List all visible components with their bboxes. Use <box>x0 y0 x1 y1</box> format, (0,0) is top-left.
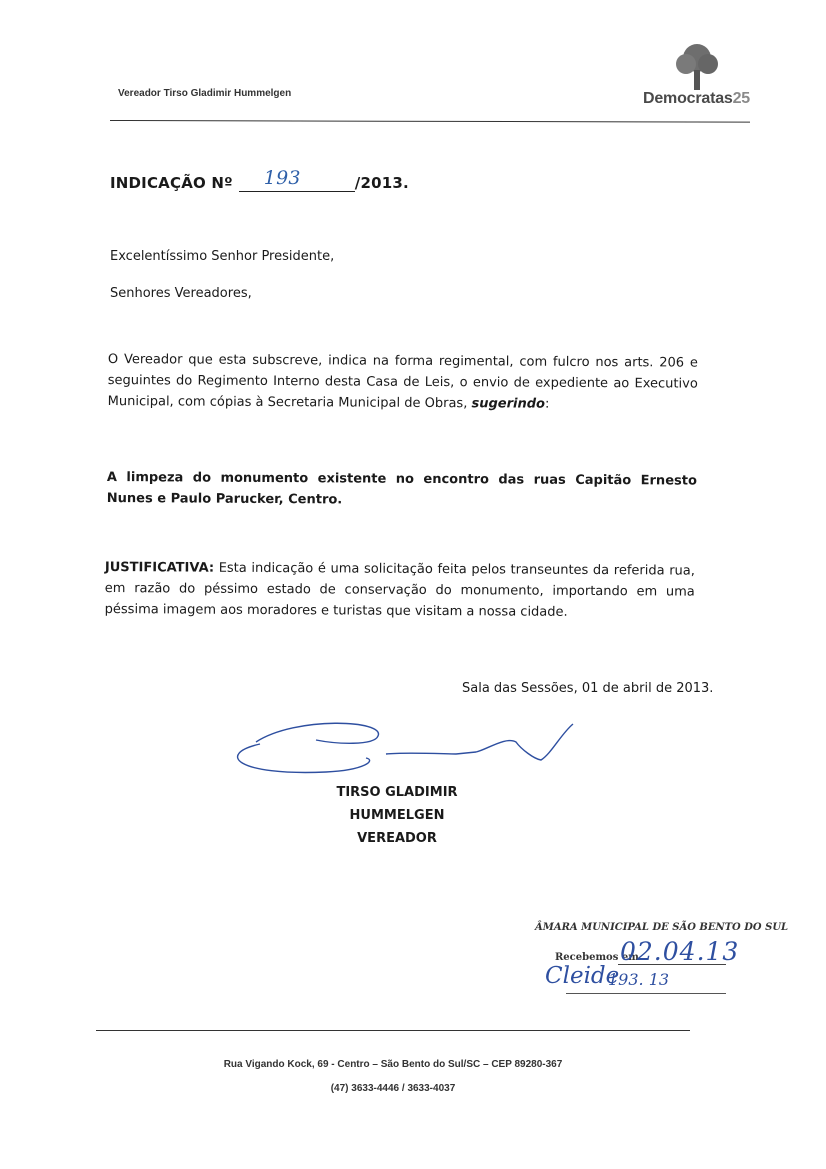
title-suffix: /2013. <box>354 174 409 192</box>
document-title <box>110 167 409 192</box>
stamp-received-date: 02.04.13 <box>620 937 740 966</box>
justification-text: Esta indicação é uma solicitação feita pelos transeuntes da referida rua, em razão do péssimo estado de conservação do monumento, importando em uma péssima imagem aos moradores e turistas que visitam a nossa cidade. <box>104 560 695 620</box>
stamp-title: ÂMARA MUNICIPAL DE SÃO BENTO DO SUL <box>535 922 789 933</box>
greeting-councilmen: Senhores Vereadores, <box>110 286 252 301</box>
handwritten-signature <box>216 714 576 784</box>
title-number-field <box>239 167 355 192</box>
session-date: Sala das Sessões, 01 de abril de 2013. <box>462 681 714 696</box>
header-councilman-name: Vereador Tirso Gladimir Hummelgen <box>118 88 292 99</box>
footer-address: Rua Vigando Kock, 69 - Centro – São Bento do Sul/SC – CEP 89280-367 <box>223 1059 563 1070</box>
justification-paragraph <box>105 557 695 624</box>
party-name: Democratas <box>643 90 733 107</box>
title-prefix: INDICAÇÃO Nº <box>110 174 233 192</box>
intro-emphasis: sugerindo <box>471 396 546 412</box>
header-divider <box>110 120 750 123</box>
stamp-protocol-number: 193. 13 <box>608 970 670 989</box>
intro-paragraph <box>108 349 698 416</box>
footer-divider <box>96 1030 690 1031</box>
greeting-president: Excelentíssimo Senhor Presidente, <box>110 249 335 264</box>
party-logo-text <box>643 90 750 108</box>
stamp-received-label: Recebemos em <box>555 952 639 963</box>
footer-phone: (47) 3633-4446 / 3633-4037 <box>330 1083 456 1094</box>
stamp-clerk-signature: Cleide <box>545 963 620 989</box>
stamp-clerk-line <box>566 993 726 994</box>
suggestion-paragraph: A limpeza do monumento existente no encontro das ruas Capitão Ernesto Nunes e Paulo Parucker, Centro. <box>106 469 697 508</box>
stamp-date-line <box>618 964 726 965</box>
intro-text: O Vereador que esta subscreve, indica na forma regimental, com fulcro nos arts. 206 e seguintes do Regimento Interno desta Casa de Leis, o envio de expediente ao Executivo Municipal, com cópias à Secretaria Municipal de Obras, <box>107 351 698 412</box>
tree-logo-icon <box>672 42 722 92</box>
justification-label: JUSTIFICATIVA: <box>104 559 215 576</box>
party-number: 25 <box>732 90 751 107</box>
handwritten-number: 193 <box>263 167 301 189</box>
signer-name: TIRSO GLADIMIR HUMMELGEN <box>336 785 458 823</box>
signer-block <box>298 781 496 850</box>
intro-end: : <box>544 396 550 412</box>
signer-role: VEREADOR <box>357 831 437 846</box>
